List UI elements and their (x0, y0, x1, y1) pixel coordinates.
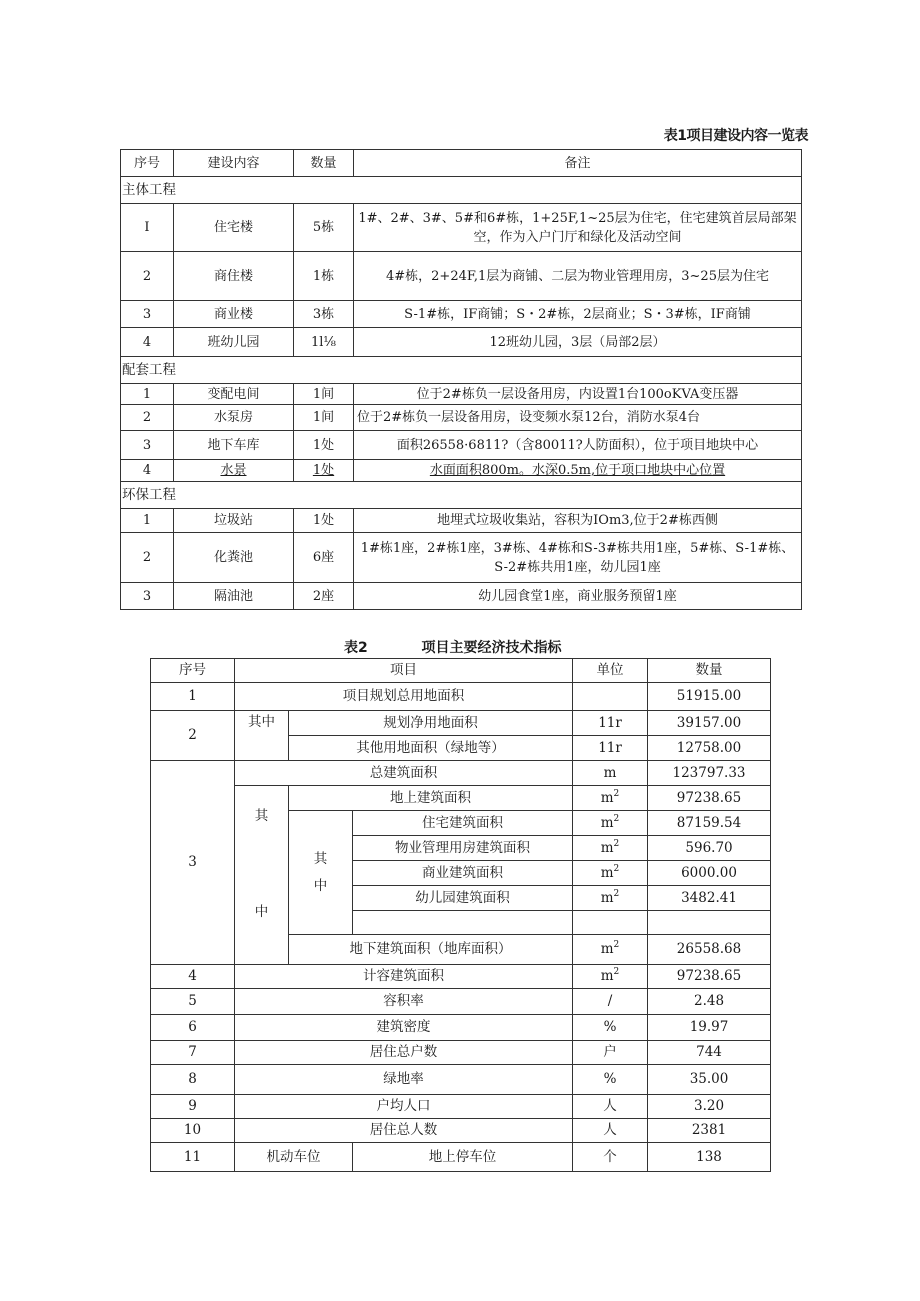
table-row (121, 252, 802, 301)
row-number: 2 (121, 405, 174, 431)
row-note: 位于2#栋负一层设备用房，设变频水泵12台，消防水泵4台 (354, 405, 802, 431)
row-value: 2.48 (648, 989, 771, 1015)
row-number: 8 (151, 1065, 235, 1095)
table-row (151, 761, 771, 786)
header-cell: 数量 (294, 150, 354, 177)
group-label-top: 其 (254, 808, 269, 824)
table-row (121, 583, 802, 610)
header-cell: 序号 (151, 659, 235, 683)
row-unit: $m^2$ (573, 861, 648, 886)
row-number: 2 (151, 711, 235, 761)
row-content: 住宅楼 (174, 204, 294, 252)
empty-cell (573, 911, 648, 935)
row-unit (573, 683, 648, 711)
row-value: 97238.65 (648, 786, 771, 811)
section-row (121, 177, 802, 204)
row-value: 596.70 (648, 836, 771, 861)
row-number: 11 (151, 1143, 235, 1172)
table-row (151, 1015, 771, 1041)
row-unit: 人 (573, 1095, 648, 1119)
row-item: 居住总户数 (235, 1041, 573, 1065)
row-item: 住宅建筑面积 (353, 811, 573, 836)
economic-indicators-table (150, 658, 771, 1172)
row-unit: 11r (573, 736, 648, 761)
row-unit: 人 (573, 1119, 648, 1143)
table2-caption (344, 637, 562, 657)
row-number: 1 (121, 384, 174, 405)
row-number: 2 (121, 252, 174, 301)
row-number: 10 (151, 1119, 235, 1143)
header-cell: 单位 (573, 659, 648, 683)
row-quantity: 3栋 (294, 301, 354, 328)
table-row (121, 328, 802, 357)
row-value: 123797.33 (648, 761, 771, 786)
row-content: 水景 (174, 460, 294, 482)
row-unit: 户 (573, 1041, 648, 1065)
section-title: 配套工程 (121, 357, 802, 384)
row-note: 位于2#栋负一层设备用房，内设置1台100oKVA变压器 (354, 384, 802, 405)
row-quantity: 1处 (294, 509, 354, 533)
table-row (151, 1119, 771, 1143)
row-number: 5 (151, 989, 235, 1015)
row-item: 户均人口 (235, 1095, 573, 1119)
row-note: 水面面积800m。水深0.5m,位于项口地块中心位置 (354, 460, 802, 482)
row-item: 幼儿园建筑面积 (353, 886, 573, 911)
row-item: 项目规划总用地面积 (235, 683, 573, 711)
table-row (121, 509, 802, 533)
section-row (121, 357, 802, 384)
table-row (121, 405, 802, 431)
table-row (151, 1095, 771, 1119)
row-number: 1 (151, 683, 235, 711)
table-row (151, 683, 771, 711)
subgroup-label (289, 811, 353, 935)
row-value: 97238.65 (648, 965, 771, 989)
row-number: 4 (121, 460, 174, 482)
row-quantity: 5栋 (294, 204, 354, 252)
row-value: 2381 (648, 1119, 771, 1143)
row-content: 商住楼 (174, 252, 294, 301)
row-unit: / (573, 989, 648, 1015)
row-item: 居住总人数 (235, 1119, 573, 1143)
row-number: I (121, 204, 174, 252)
row-note: 1#栋1座，2#栋1座，3#栋、4#栋和S-3#栋共用1座，5#栋、S-1#栋、S-2#栋共用1座，幼儿园1座 (354, 533, 802, 583)
row-unit: m (573, 761, 648, 786)
table-row (151, 989, 771, 1015)
row-quantity: 1处 (294, 431, 354, 460)
row-value: 35.00 (648, 1065, 771, 1095)
row-content: 水泵房 (174, 405, 294, 431)
row-unit: $m^2$ (573, 965, 648, 989)
row-unit: $m^2$ (573, 786, 648, 811)
section-title: 主体工程 (121, 177, 802, 204)
table-row (151, 1065, 771, 1095)
row-unit: $m^2$ (573, 935, 648, 965)
header-cell: 建设内容 (174, 150, 294, 177)
row-note: 地埋式垃圾收集站，容积为IOm3,位于2#栋西侧 (354, 509, 802, 533)
table-row (151, 1041, 771, 1065)
row-item: 绿地率 (235, 1065, 573, 1095)
row-unit: % (573, 1015, 648, 1041)
group-label (235, 786, 289, 965)
row-unit: $m^2$ (573, 811, 648, 836)
row-unit: 个 (573, 1143, 648, 1172)
row-content: 化粪池 (174, 533, 294, 583)
section-title: 环保工程 (121, 482, 802, 509)
row-value: 3482.41 (648, 886, 771, 911)
row-subitem: 地上停车位 (353, 1143, 573, 1172)
row-value: 3.20 (648, 1095, 771, 1119)
row-quantity: 1处 (294, 460, 354, 482)
row-number: 9 (151, 1095, 235, 1119)
row-note: 幼儿园食堂1座，商业服务预留1座 (354, 583, 802, 610)
group-label-bottom: 中 (254, 904, 269, 920)
row-item: 规划净用地面积 (289, 711, 573, 736)
header-cell: 数量 (648, 659, 771, 683)
row-note: 1#、2#、3#、5#和6#栋，1+25F,1~25层为住宅，住宅建筑首层局部架空，作为入户门厅和绿化及活动空间 (354, 204, 802, 252)
row-value: 138 (648, 1143, 771, 1172)
row-value: 87159.54 (648, 811, 771, 836)
row-note: 4#栋，2+24F,1层为商铺、二层为物业管理用房，3~25层为住宅 (354, 252, 802, 301)
row-number: 3 (121, 583, 174, 610)
empty-cell (353, 911, 573, 935)
row-content: 班幼儿园 (174, 328, 294, 357)
row-note: S-1#栋，IF商铺；S・2#栋，2层商业；S・3#栋，IF商铺 (354, 301, 802, 328)
row-value: 51915.00 (648, 683, 771, 711)
row-unit: 11r (573, 711, 648, 736)
row-item: 地下建筑面积（地库面积） (289, 935, 573, 965)
row-number: 4 (151, 965, 235, 989)
row-value: 39157.00 (648, 711, 771, 736)
row-unit: % (573, 1065, 648, 1095)
row-item: 地上建筑面积 (289, 786, 573, 811)
table-row (121, 533, 802, 583)
row-value: 26558.68 (648, 935, 771, 965)
row-number: 4 (121, 328, 174, 357)
table-row (151, 1143, 771, 1172)
row-content: 变配电间 (174, 384, 294, 405)
row-content: 隔油池 (174, 583, 294, 610)
row-quantity: 1l⅛ (294, 328, 354, 357)
header-cell: 备注 (354, 150, 802, 177)
table2-caption-text: 项目主要经济技术指标 (421, 640, 562, 656)
row-content: 商业楼 (174, 301, 294, 328)
row-item: 总建筑面积 (235, 761, 573, 786)
table-row (151, 711, 771, 736)
row-number: 1 (121, 509, 174, 533)
header-cell: 序号 (121, 150, 174, 177)
row-unit: $m^2$ (573, 836, 648, 861)
table-header-row (121, 150, 802, 177)
table-header-row (151, 659, 771, 683)
row-item: 机动车位 (235, 1143, 353, 1172)
table-row (151, 965, 771, 989)
table-row (121, 204, 802, 252)
row-number: 3 (121, 431, 174, 460)
row-item: 物业管理用房建筑面积 (353, 836, 573, 861)
row-number: 7 (151, 1041, 235, 1065)
row-note: 面积26558·6811?（含80011?人防面积），位于项目地块中心 (354, 431, 802, 460)
row-item: 其他用地面积（绿地等） (289, 736, 573, 761)
row-quantity: 1栋 (294, 252, 354, 301)
row-quantity: 1间 (294, 405, 354, 431)
project-construction-table (120, 149, 802, 610)
table2-caption-number: 表2 (344, 640, 368, 656)
empty-cell (648, 911, 771, 935)
row-number: 3 (121, 301, 174, 328)
row-item: 商业建筑面积 (353, 861, 573, 886)
table-row (121, 431, 802, 460)
table-row (151, 786, 771, 811)
row-quantity: 1间 (294, 384, 354, 405)
subgroup-label-bottom: 中 (313, 877, 328, 894)
row-value: 12758.00 (648, 736, 771, 761)
row-value: 19.97 (648, 1015, 771, 1041)
row-content: 地下车库 (174, 431, 294, 460)
row-item: 容积率 (235, 989, 573, 1015)
row-content: 垃圾站 (174, 509, 294, 533)
table-row (121, 460, 802, 482)
row-number: 2 (121, 533, 174, 583)
row-number: 6 (151, 1015, 235, 1041)
group-label: 其中 (235, 711, 289, 761)
row-unit: $m^2$ (573, 886, 648, 911)
row-note: 12班幼儿园，3层（局部2层） (354, 328, 802, 357)
row-quantity: 6座 (294, 533, 354, 583)
row-number: 3 (151, 761, 235, 965)
table-row (121, 301, 802, 328)
section-row (121, 482, 802, 509)
row-quantity: 2座 (294, 583, 354, 610)
row-value: 744 (648, 1041, 771, 1065)
table1-caption: 表1项目建设内容一览表 (663, 128, 808, 144)
row-value: 6000.00 (648, 861, 771, 886)
table-row (121, 384, 802, 405)
subgroup-label-top: 其 (313, 850, 328, 867)
row-item: 建筑密度 (235, 1015, 573, 1041)
row-item: 计容建筑面积 (235, 965, 573, 989)
header-cell: 项目 (235, 659, 573, 683)
